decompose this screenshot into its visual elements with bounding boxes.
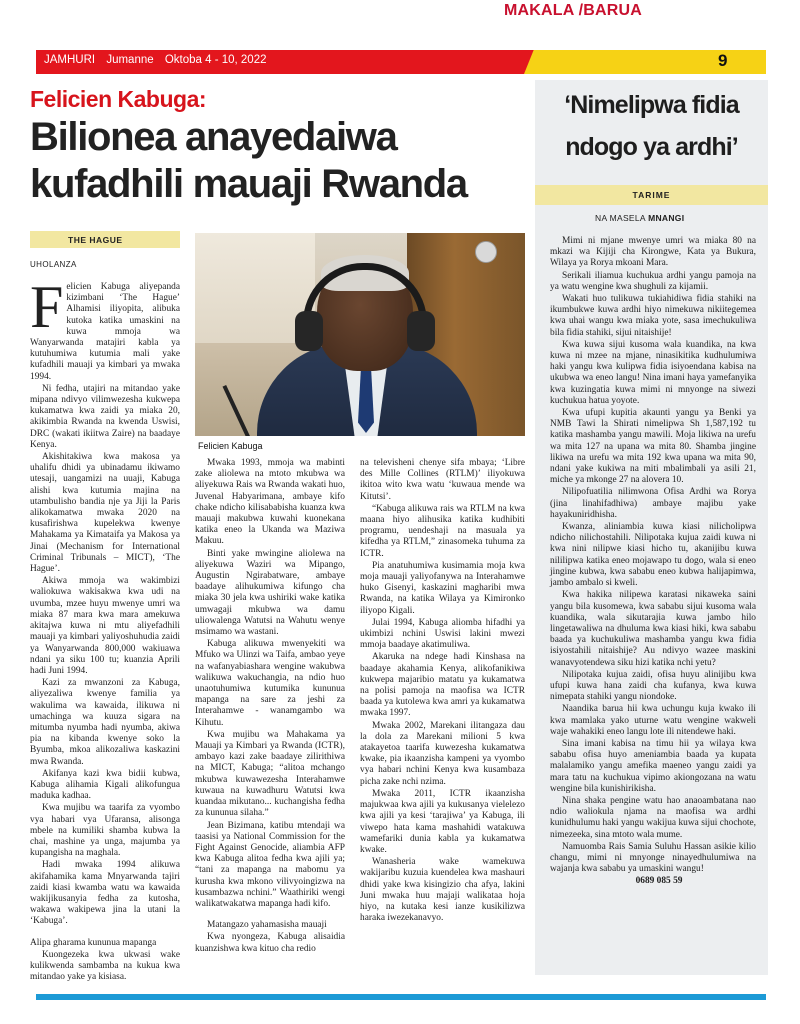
paragraph: Julai 1994, Kabuga aliomba hifadhi ya ukimbizi nchini Uswisi lakini mwezi mmoja baadaye akatimuliwa.: [360, 617, 525, 651]
paragraph: Kwa nyongeza, Kabuga alisaidia kuanzishwa kwa kituo cha redio: [195, 932, 345, 954]
section-label: MAKALA /BARUA: [504, 2, 642, 19]
un-emblem-icon: [475, 241, 497, 263]
headline-line-2: kufadhili mauaji Rwanda: [30, 162, 467, 206]
letter-dateline: TARIME: [632, 190, 671, 200]
paragraph: Kwa mujibu wa Mahakama ya Mauaji ya Kimbari ya Rwanda (ICTR), ambayo kazi zake baadaye zilirithiwa na MICT, Kabuga; “alitoa mchango mkubwa kuwawezesha Interahamwe kuwaua na kuwadhuru Watutsi kwa kuandaa mikutano... kuchangisha fedha za kununua silaha.”: [195, 729, 345, 819]
article-kicker: Felicien Kabuga:: [30, 86, 207, 112]
paragraph: Akifanya kazi kwa bidii kubwa, Kabuga alihamia Kigali alikofungua maduka kadhaa.: [30, 768, 180, 802]
byline-name: MNANGI: [648, 213, 685, 223]
header-info: [44, 54, 275, 66]
page-header: [36, 50, 766, 74]
paragraph: Kabuga alikuwa mwenyekiti wa Mfuko wa Ulinzi wa Taifa, ambao yeye na wafanyabiashara wengine wakubwa walikuwa wakuchangia, na ndio huo unaotuhumiwa kutumika kununua mapanga na sare za jeshi za Interahamwe - wanamgambo wa Kihutu.: [195, 639, 345, 728]
paragraph: Kazi za mwanzoni za Kabuga, aliyezaliwa kwenye familia ya wakulima wa kawaida, ilikuwa ni umachinga wa kuuza sigara na mitumba nyumba hadi nyumba, akiwa pia na kibanda kwenye soko la Byumba, mkoa alikozaliwa kaskazini mwa Rwanda.: [30, 678, 180, 767]
paragraph: Naandika barua hii kwa uchungu kuja kwako ili kwa mamlaka yako uturne watu wengine wakweli waje wahakiki eneo langu lote ili nitendewe haki.: [550, 704, 756, 737]
drop-cap: F: [30, 274, 64, 340]
paragraph: Namuomba Rais Samia Suluhu Hassan asikie kilio changu, mimi ni mnyonge ninayedhulumiwa na wajanja kwa sababu ya umaskini wangu!: [550, 841, 756, 875]
letter-body: [550, 236, 756, 889]
paragraph: Hadi mwaka 1994 alikuwa akifahamika kama Mnyarwanda tajiri zaidi kiasi kwamba watu wa kawaida wakijikusanyia fedha za kutosha, wakawa wakipewa jina la utani la ‘Kabuga’.: [30, 860, 180, 927]
letter-title-line-1: ‘Nimelipwa fidia: [564, 91, 739, 119]
paragraph: Kuongezeka kwa ukwasi wake kulikwenda sambamba na kukua kwa mitandao yake ya kisiasa.: [30, 949, 180, 983]
subheading: Matangazo yahamasisha mauaji: [207, 920, 327, 931]
paragraph: Kwa ufupi kupitia akaunti yangu ya Benki ya NMB Tawi la Shirati nimelipwa Sh 1,587,192 tu katika mashamba yangu mawili. Moja likiwa na urefu wa mita 127 na upana wa mita 80. Shamba jingine likiwa na urefu wa mita 192 kwa upana wa mita 90, ndani yake kukiwa na miti mbalimbali ya asili 21, miche ya mkonge 27 na alovera 10.: [550, 408, 756, 486]
paragraph: Jean Bizimana, katibu mtendaji wa taasisi ya National Commission for the Fight Against Genocide, aliambia AFP kwa Kabuga alitoa fedha kwa ajili ya; “tani za mapanga na mabomu ya kurusha kwa mkono vilivyoingizwa na kusambazwa nchini.” Waathiriki wengi walikatwakatwa mapanga hadi kifo.: [195, 820, 345, 909]
paragraph: Kwanza, aliniambia kuwa kiasi nilicholipwa ndicho nilichostahili. Nilipotaka kujua zaidi kuwa ni kwa nini nilipwe kiasi hicho tu, akanijibu kuwa nililipwa katika eneo mojawapo tu dogo, wala si eneo jingine kubwa, kwa sababu eneo kubwa halijapimwa, jambo ambalo si kweli.: [550, 522, 756, 589]
article-dateline: THE HAGUE: [68, 235, 123, 245]
paragraph: Mwaka 1993, mmoja wa mabinti zake aliolewa na mtoto mkubwa wa aliyekuwa Rais wa Rwanda wakati huo, Juvenal Habyarimana, ambaye kifo chake ndicho kilisababisha kuanza kwa mauaji makubwa kuwahi kuonekana katika eneo la Ukanda wa Maziwa Makuu.: [195, 458, 345, 547]
article-column-1: [30, 274, 180, 984]
paragraph: Wanasheria wake wamekuwa wakijaribu kuzuia kuendelea kwa mashauri dhidi yake kwa kisingizio cha afya, lakini Juni mwaka huu majaji walikataa hoja hiyo, na kutaka kesi ianze kusikilizwa haraka iwezekanavyo.: [360, 857, 525, 924]
paragraph: Nilipofuatilia nilimwona Ofisa Ardhi wa Rorya (jina linahifadhiwa) ambaye majibu yake hayakuniridhisha.: [550, 487, 756, 520]
paragraph: Pia anatuhumiwa kusimamia moja kwa moja mauaji yaliyofanywa na Interahamwe huko Gisenyi, kaskazini magharibi mwa Rwanda, na katika Wilaya ya Kimironko iliyopo Kigali.: [360, 560, 525, 616]
article-column-3: [360, 458, 525, 925]
issue-day: Jumanne: [106, 54, 154, 66]
paragraph: Wakati huo tulikuwa tukiahidiwa fidia stahiki na ikumbukwe kuwa ardhi hiyo nimekuwa nikiitegemea kwa uhai wangu kwa miaka yote, sasa imechukuliwa bila fidia stahiki, sijui nitaishije!: [550, 294, 756, 338]
paragraph: Ni fedha, utajiri na mitandao yake mipana ndivyo vilimwezesha kukwepa kukamatwa kwa zaidi ya miaka 20, akikimbia Rwanda na kwenda Uswisi, DRC (wakati ikiitwa Zaire) na baadaye Kenya.: [30, 383, 180, 450]
paragraph: Akishitakiwa kwa makosa ya uhalifu dhidi ya ubinadamu ikiwamo utesaji, uangamizi na uuaji, Kabuga alishi kwa kutumia majina na utambulisho bandia nje ya Jiji la Paris alikokamatwa mwaka 2020 na kusafirishwa kupelekwa kwenye Mahakama ya Kimataifa ya Makosa ya Jinai (Mechanism for International Criminal Tribunals – MICT), ‘The Hague’.: [30, 452, 180, 575]
paragraph: Kwa hakika nilipewa karatasi nikaweka saini yangu bila kusomewa, kwa sababu sijui kusoma wala kuandika, wala sikutarajia kuwa jambo hilo lingetawaliwa na dhuluma kwa kiasi hiki, kwa sababu baada ya kuchukuliwa mashamba yangu kwa fidia isiyostahili nitaishije? Au ndivyo wazee maskini wanavyotendewa siku hizi katika nchi yetu?: [550, 590, 756, 668]
photo-caption: Felicien Kabuga: [198, 441, 263, 451]
kabuga-photo: [195, 233, 525, 436]
paragraph: Nilipotaka kujua zaidi, ofisa huyu alinijibu kwa ufupi kuwa hana zaidi cha kufanya, kwa kuwa nimepata stahiki yangu niondoke.: [550, 669, 756, 703]
paragraph: Binti yake mwingine aliolewa na aliyekuwa Waziri wa Mipango, Augustin Ngirabatware, ambaye baadaye alihukumiwa kifungo cha miaka 30 jela kwa ushiriki wake katika umwagaji mkubwa wa damu uliowalenga Watutsi na Wahutu wenye msimamo wa wastani.: [195, 548, 345, 638]
issue-dates: Oktoba 4 - 10, 2022: [164, 54, 267, 66]
byline-prefix: NA MASELA: [595, 213, 646, 223]
letter-byline: [595, 213, 684, 223]
letter-title: [535, 84, 768, 168]
paragraph: Kwa mujibu wa taarifa za vyombo vya habari vya Ufaransa, alisonga mbele na kumiliki shamba kubwa la chai, mashine ya unga, majumba ya kupangisha na maghala.: [30, 803, 180, 859]
paragraph: Nina shaka pengine watu hao anaoambatana nao ndio waliokula njama na maofisa wa ardhi kunidhulumu haki yangu wakijua kuwa sijui chochote, nimezeeka, sina mtoto wala mume.: [550, 795, 756, 840]
paragraph: Sina imani kabisa na timu hii ya wilaya kwa sababu ofisa huyo ameniambia baada ya kupata malalamiko yangu amefika maeneo yangu zaidi ya mara tatu na kuchukua vipimo akiongozana na watu wengine bila kunishirikisha.: [550, 738, 756, 794]
paragraph: Akiwa mmoja wa wakimbizi waliokuwa wakisakwa kwa udi na uvumba, mzee huyu mwenye umri wa miaka 87 mara kwa mara amekuwa akitajwa kuwa ni mtu aliyefadhili mauaji ya kimbari yaliyoshuhudia zaidi ya Wanyarwanda 800,000 wakiuawa ndani ya siku 100 tu; kuanzia Aprili hadi Juni 1994.: [30, 576, 180, 676]
paragraph: Kwa kuwa sijui kusoma wala kuandika, na kwa kuwa ni mzee na mjane, ninasikitika kudhulumiwa haki yangu kwa kulipwa fidia isiyoendana kabisa na ukubwa wa eneo langu! Nina imani haya yamefanyika kwa kuzingatia kuwa mimi ni mnyonge na siwezi kuchukua hatua yoyote.: [550, 339, 756, 406]
paragraph: Mimi ni mjane mwenye umri wa miaka 80 na mkazi wa Kijiji cha Kirongwe, Kata ya Bukura, Wilaya ya Rorya mkoani Mara.: [550, 236, 756, 269]
headline-line-1: Bilionea anayedaiwa: [30, 115, 397, 159]
phone-number: 0689 085 59: [635, 876, 683, 887]
article-column-2: [195, 458, 345, 956]
article-byline: UHOLANZA: [30, 260, 77, 269]
subheading: Alipa gharama kununua mapanga: [30, 937, 157, 948]
microphone-icon: [223, 385, 252, 436]
letter-title-line-2: ndogo ya ardhi’: [565, 133, 738, 161]
page-number: 9: [718, 51, 728, 70]
article-headline: [30, 114, 535, 208]
paragraph: Mwaka 2002, Marekani ilitangaza dau la dola za Marekani milioni 5 kwa atakayetoa taarifa kuwezesha kukamatwa kwake, pia ikaanzisha kampeni ya vyombo vya habari nchini Kenya kwa kusambaza picha zake nchi nzima.: [360, 720, 525, 787]
paragraph: Felicien Kabuga aliyepanda kizimbani ‘The Hague’ Alhamisi iliyopita, alibuka kutoka katika umaskini na kuwa mmoja wa Wanyarwanda matajiri kabla ya kutuhumiwa kutumia mali yake kufadhili mauaji ya kimbari ya mwaka 1994.: [30, 274, 180, 382]
paragraph: Mwaka 2011, ICTR ikaanzisha majukwaa kwa ajili ya kukusanya vielelezo kwa ajili ya kesi ‘tarajiwa’ ya Kabuga, ili viwepo hata kama mashahidi watakuwa wamefariki dunia kabla ya kukamatwa kwake.: [360, 788, 525, 855]
paragraph: na televisheni chenye sifa mbaya; ‘Libre des Mille Collines (RTLM)’ iliyokuwa ikitoa wito kwa watu ‘kuwaua mende wa Kitutsi’.: [360, 458, 525, 502]
paragraph: Serikali iliamua kuchukua ardhi yangu pamoja na ya watu wengine kwa shughuli za kijamii.: [550, 270, 756, 292]
paragraph: Akaruka na ndege hadi Kinshasa na baadaye akahamia Kenya, alikofanikiwa kukwepa majaribio matatu ya kukamatwa na polisi pamoja na maofisa wa ICTR baada ya kutolewa kwa amri ya kukamatwa mwaka 1997.: [360, 652, 525, 719]
paper-name: JAMHURI: [44, 54, 96, 66]
paragraph: “Kabuga alikuwa rais wa RTLM na kwa maana hiyo alihusika katika kudhibiti programu, uendeshaji na masuala ya kifedha ya RTLM,” zinasomeka tuhuma za ICTR.: [360, 503, 525, 559]
footer-rule: [36, 994, 766, 1000]
